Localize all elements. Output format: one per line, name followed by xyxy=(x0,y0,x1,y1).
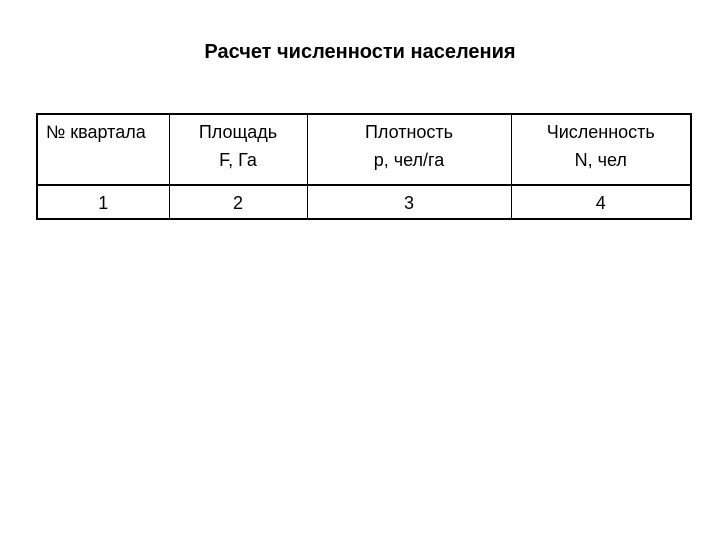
header-unit: p, чел/га xyxy=(373,150,445,170)
header-unit: F, Га xyxy=(219,150,257,170)
header-cell-density xyxy=(307,114,511,185)
header-label: Площадь xyxy=(198,122,278,142)
table-cell: 1 xyxy=(37,185,169,219)
header-label: Численность xyxy=(546,122,655,142)
table-row xyxy=(37,185,691,219)
header-label: Плотность xyxy=(364,122,454,142)
table-cell: 2 xyxy=(169,185,307,219)
table-header-row xyxy=(37,114,691,185)
table-cell: 3 xyxy=(307,185,511,219)
header-label: № квартала xyxy=(46,122,146,142)
table-cell: 4 xyxy=(511,185,691,219)
header-cell-population xyxy=(511,114,691,185)
header-cell-block-number xyxy=(37,114,169,185)
page-title: Расчет численности населения xyxy=(204,41,516,63)
header-unit: N, чел xyxy=(574,150,627,170)
population-table xyxy=(36,113,692,220)
header-cell-area xyxy=(169,114,307,185)
